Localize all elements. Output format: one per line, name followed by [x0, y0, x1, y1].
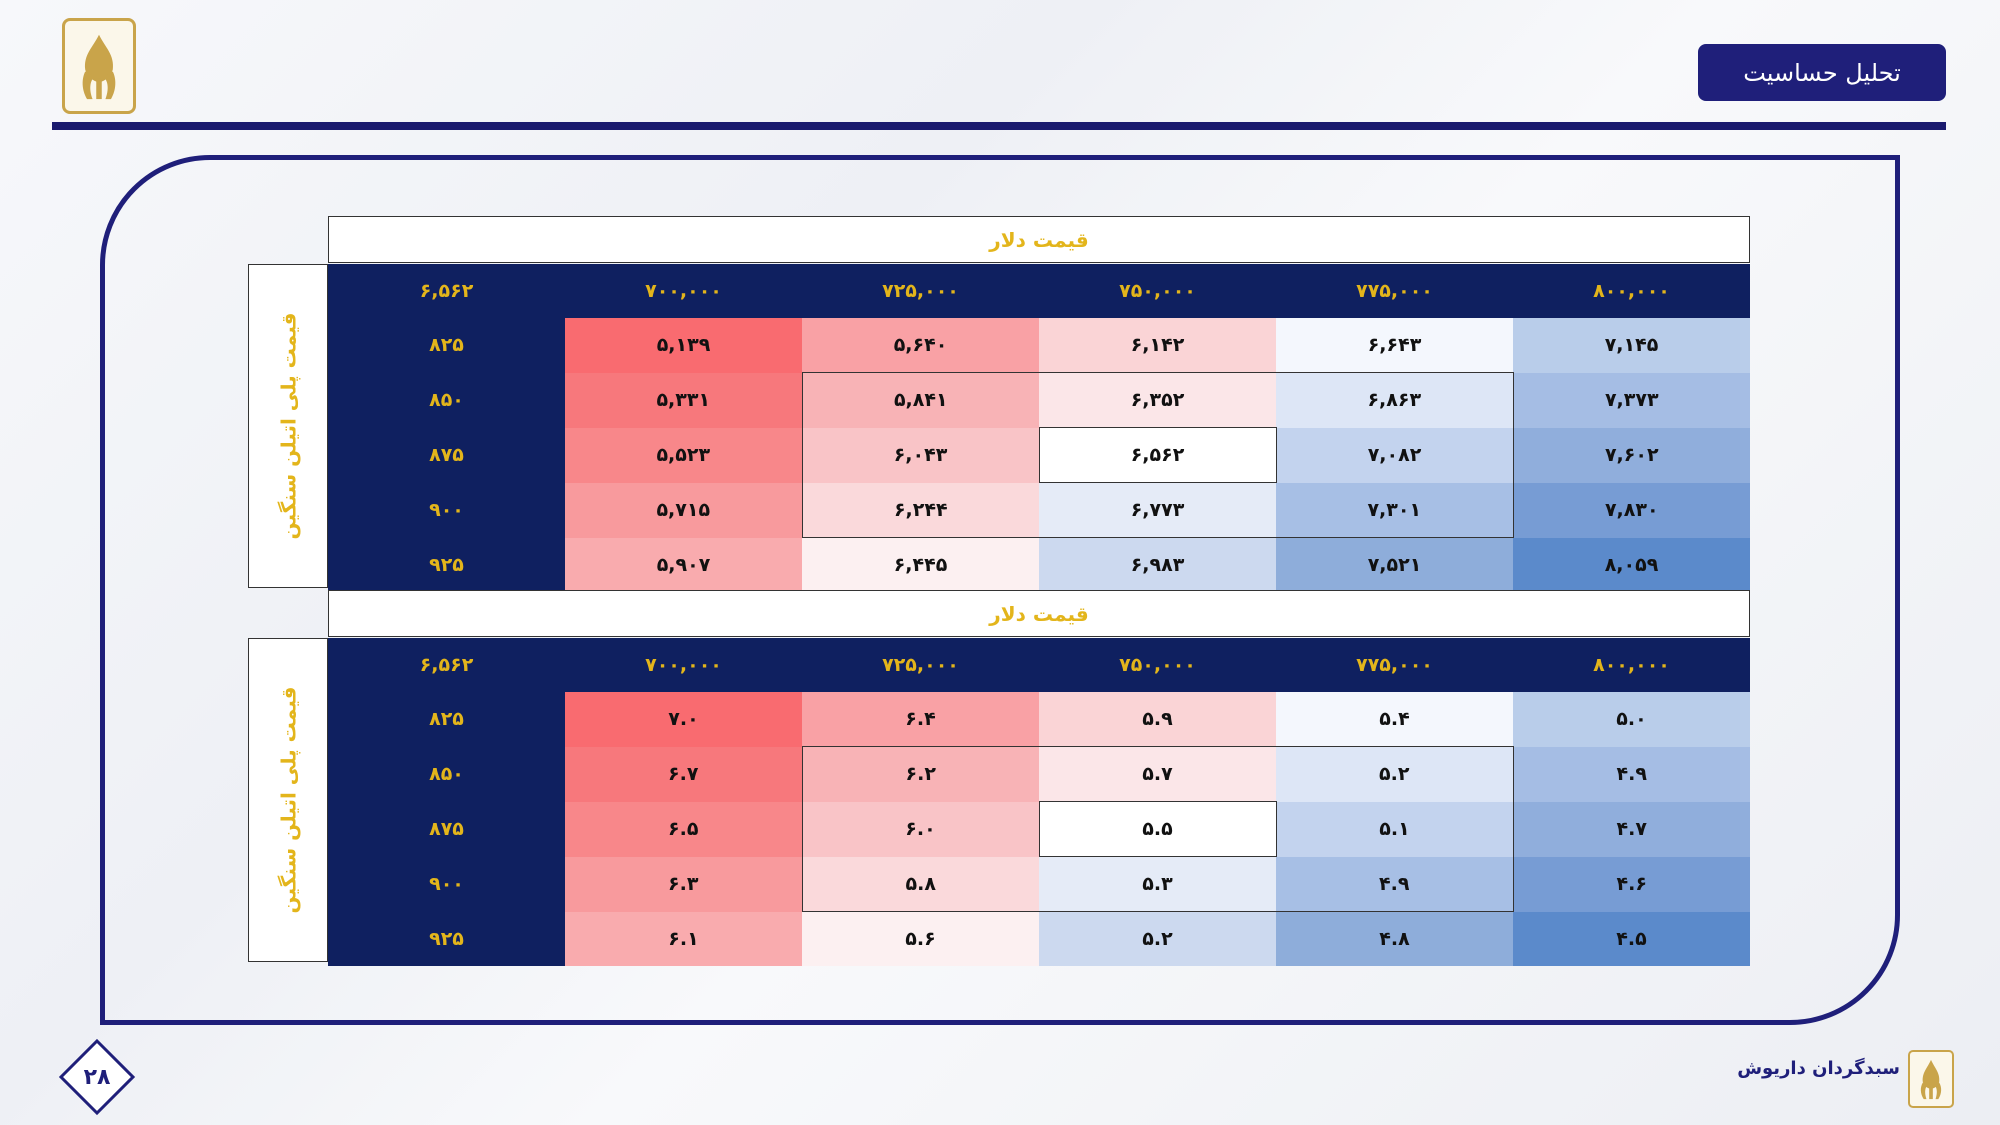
value-cell: ۵.۷	[1039, 747, 1276, 802]
value-cell: ۵,۶۴۰	[802, 318, 1039, 373]
value-cell: ۴.۶	[1513, 857, 1750, 912]
table-row	[328, 912, 1750, 967]
value-cell: ۶.۵	[565, 802, 802, 857]
sensitivity-grid	[328, 638, 1750, 966]
row-axis-title-text: قیمت پلی اتیلن سنگین	[276, 686, 301, 914]
column-header: ۷۷۵,۰۰۰	[1276, 638, 1513, 692]
value-cell: ۶,۴۴۵	[802, 538, 1039, 593]
value-cell: ۶.۲	[802, 747, 1039, 802]
row-header: ۸۵۰	[328, 373, 565, 428]
footer-brand-name: سبدگردان داریوش	[1737, 1058, 1900, 1079]
table-row	[328, 692, 1750, 747]
row-header: ۹۰۰	[328, 483, 565, 538]
value-cell: ۶,۷۷۳	[1039, 483, 1276, 538]
value-cell: ۵,۸۴۱	[802, 373, 1039, 428]
sensitivity-grid	[328, 264, 1750, 592]
value-cell: ۵.۴	[1276, 692, 1513, 747]
value-cell: ۵.۹	[1039, 692, 1276, 747]
row-header: ۹۲۵	[328, 912, 565, 967]
row-header: ۸۷۵	[328, 802, 565, 857]
row-header: ۸۵۰	[328, 747, 565, 802]
value-cell: ۵.۸	[802, 857, 1039, 912]
header-divider	[52, 122, 1946, 130]
value-cell: ۵.۶	[802, 912, 1039, 967]
row-axis-title-text: قیمت پلی اتیلن سنگین	[276, 312, 301, 540]
value-cell: ۷,۳۷۳	[1513, 373, 1750, 428]
company-logo	[62, 18, 136, 114]
value-cell: ۴.۸	[1276, 912, 1513, 967]
column-header: ۸۰۰,۰۰۰	[1513, 264, 1750, 318]
column-header: ۷۲۵,۰۰۰	[802, 264, 1039, 318]
value-cell: ۵.۰	[1513, 692, 1750, 747]
value-cell: ۶,۳۵۲	[1039, 373, 1276, 428]
value-cell: ۵.۲	[1276, 747, 1513, 802]
value-cell: ۴.۹	[1276, 857, 1513, 912]
row-header: ۸۲۵	[328, 692, 565, 747]
value-cell: ۶.۴	[802, 692, 1039, 747]
table-row	[328, 373, 1750, 428]
value-cell: ۷.۰	[565, 692, 802, 747]
corner-cell: ۶,۵۶۲	[328, 638, 565, 692]
value-cell: ۷,۳۰۱	[1276, 483, 1513, 538]
page-title: تحلیل حساسیت	[1698, 44, 1946, 101]
value-cell: ۵.۳	[1039, 857, 1276, 912]
value-cell: ۶.۱	[565, 912, 802, 967]
row-header: ۸۷۵	[328, 428, 565, 483]
value-cell: ۶,۱۴۲	[1039, 318, 1276, 373]
value-cell: ۶.۰	[802, 802, 1039, 857]
table-row	[328, 802, 1750, 857]
value-cell: ۷,۶۰۲	[1513, 428, 1750, 483]
value-cell: ۶,۵۶۲	[1039, 428, 1276, 483]
table-row	[328, 747, 1750, 802]
column-header: ۷۵۰,۰۰۰	[1039, 264, 1276, 318]
value-cell: ۷,۵۲۱	[1276, 538, 1513, 593]
table-row	[328, 538, 1750, 593]
value-cell: ۶,۹۸۳	[1039, 538, 1276, 593]
value-cell: ۵,۳۳۱	[565, 373, 802, 428]
value-cell: ۵,۷۱۵	[565, 483, 802, 538]
table-row	[328, 318, 1750, 373]
column-header: ۸۰۰,۰۰۰	[1513, 638, 1750, 692]
row-header: ۹۰۰	[328, 857, 565, 912]
table-row	[328, 483, 1750, 538]
value-cell: ۵.۵	[1039, 802, 1276, 857]
column-header: ۷۲۵,۰۰۰	[802, 638, 1039, 692]
page-number-badge	[58, 1038, 136, 1116]
value-cell: ۵,۹۰۷	[565, 538, 802, 593]
column-axis-title: قیمت دلار	[328, 590, 1750, 637]
table-row	[328, 857, 1750, 912]
row-axis-title	[248, 264, 328, 588]
value-cell: ۶.۷	[565, 747, 802, 802]
value-cell: ۶,۸۶۳	[1276, 373, 1513, 428]
page-number: ۲۸	[83, 1064, 111, 1090]
value-cell: ۶,۲۴۴	[802, 483, 1039, 538]
value-cell: ۶,۶۴۳	[1276, 318, 1513, 373]
header-row	[328, 264, 1750, 318]
value-cell: ۷,۰۸۲	[1276, 428, 1513, 483]
value-cell: ۴.۵	[1513, 912, 1750, 967]
value-cell: ۴.۷	[1513, 802, 1750, 857]
value-cell: ۵.۱	[1276, 802, 1513, 857]
corner-cell: ۶,۵۶۲	[328, 264, 565, 318]
value-cell: ۶,۰۴۳	[802, 428, 1039, 483]
value-cell: ۸,۰۵۹	[1513, 538, 1750, 593]
value-cell: ۵,۱۳۹	[565, 318, 802, 373]
value-cell: ۷,۱۴۵	[1513, 318, 1750, 373]
value-cell: ۶.۳	[565, 857, 802, 912]
column-header: ۷۰۰,۰۰۰	[565, 638, 802, 692]
row-header: ۸۲۵	[328, 318, 565, 373]
value-cell: ۵.۲	[1039, 912, 1276, 967]
column-header: ۷۵۰,۰۰۰	[1039, 638, 1276, 692]
footer-logo	[1908, 1050, 1954, 1108]
column-header: ۷۷۵,۰۰۰	[1276, 264, 1513, 318]
column-axis-title: قیمت دلار	[328, 216, 1750, 263]
row-axis-title	[248, 638, 328, 962]
header-row	[328, 638, 1750, 692]
row-header: ۹۲۵	[328, 538, 565, 593]
table-row	[328, 428, 1750, 483]
value-cell: ۴.۹	[1513, 747, 1750, 802]
column-header: ۷۰۰,۰۰۰	[565, 264, 802, 318]
value-cell: ۵,۵۲۳	[565, 428, 802, 483]
value-cell: ۷,۸۳۰	[1513, 483, 1750, 538]
